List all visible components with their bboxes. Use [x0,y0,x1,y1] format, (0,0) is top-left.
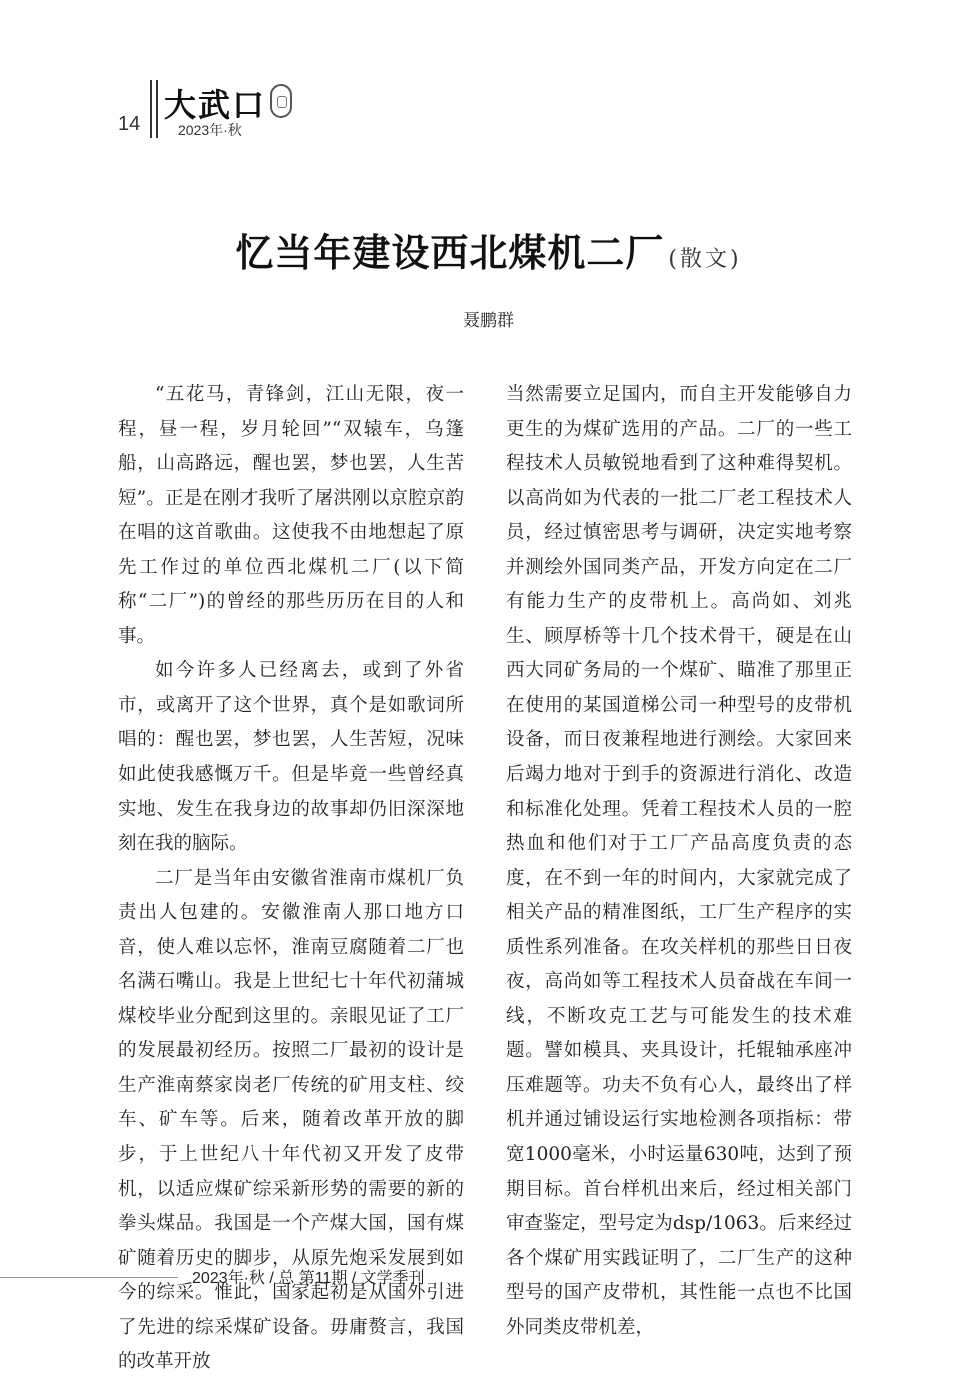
paragraph: “五花马，青锋剑，江山无限，夜一程，昼一程，岁月轮回”“双辕车，乌篷船，山高路远，醒也罢，梦也罢，人生苦短”。正是在刚才我听了屠洪刚以京腔京韵在唱的这首歌曲。这使我不由地想起了原先工作过的单位西北煤机二厂(以下简称“二厂”)的曾经的那些历历在目的人和事。 [118,384,464,647]
paragraph: 二厂是当年由安徽省淮南市煤机厂负责出人包建的。安徽淮南人那口地方口音，使人难以忘怀，淮南豆腐随着二厂也名满石嘴山。我是上世纪七十年代初蒲城煤校毕业分配到这里的。亲眼见证了工厂的发展最初经历。按照二厂最初的设计是生产淮南蔡家岗老厂传统的矿用支柱、绞车、矿车等。后来，随着改革开放的脚步，于上世纪八十年代初又开发了皮带机，以适应煤矿综采新形势的需要的新的拳头煤品。我国是一个产煤大国，国有煤矿随着历史的脚步，从原先炮采发展到如今的综采。惟此，国家起初是从国外引进了先进的综采煤矿设备。毋庸赘言，我国的改革开放 [118,867,464,1373]
footer-text: 2023年·秋 / 总 第11期 / 文学季刊 [192,1270,425,1287]
genre-tag: (散文) [668,247,742,272]
right-column [506,378,852,1345]
paragraph: 如今许多人已经离去，或到了外省市，或离开了这个世界，真个是如歌词所唱的：醒也罢，梦也罢，人生苦短，况味如此使我感慨万千。但是毕竟一些曾经真实地、发生在我身边的故事却仍旧深深地刻在我的脑际。 [118,660,464,855]
page-number: 14 [118,113,141,135]
article-title-block [0,222,977,277]
header-divider [156,80,158,138]
header-divider [150,80,152,138]
seal-icon [270,84,292,118]
paragraph: 当然需要立足国内，而自主开发能够自力更生的为煤矿选用的产品。二厂的一些工程技术人员敏锐地看到了这种难得契机。以高尚如为代表的一批二厂老工程技术人员，经过慎密思考与调研，决定实地考察并测绘外国同类产品，开发方向定在二厂有能力生产的皮带机上。高尚如、刘兆生、顾厚桥等十几个技术骨干，硬是在山西大同矿务局的一个煤矿、瞄准了那里正在使用的某国道梯公司一种型号的皮带机设备，而日夜兼程地进行测绘。大家回来后竭力地对于到手的资源进行消化、改造和标准化处理。凭着工程技术人员的一腔热血和他们对于工厂产品高度负责的态度，在不到一年的时间内，大家就完成了相关产品的精准图纸，工厂生产程序的实质性系列准备。在攻关样机的那些日日夜夜，高尚如等工程技术人员奋战在车间一线，不断攻克工艺与可能发生的技术难题。譬如模具、夹具设计，托辊轴承座冲压难题等。功夫不负有心人，最终出了样机并通过铺设运行实地检测各项指标：带宽1000毫米，小时运量630吨，达到了预期目标。首台样机出来后，经过相关部门审查鉴定，型号定为dsp/1063。后来经过各个煤矿用实践证明了，二厂生产的这种型号的国产皮带机，其性能一点也不比国外同类皮带机差， [506,384,852,1338]
author-name: 聂鹏群 [463,311,514,331]
masthead-logo: 大武口 [164,86,267,124]
issue-date: 2023年·秋 [178,122,242,138]
page-header [0,0,977,150]
left-column [118,378,464,1380]
footer-divider [0,1277,178,1278]
article-title: 忆当年建设西北煤机二厂 [235,231,665,275]
